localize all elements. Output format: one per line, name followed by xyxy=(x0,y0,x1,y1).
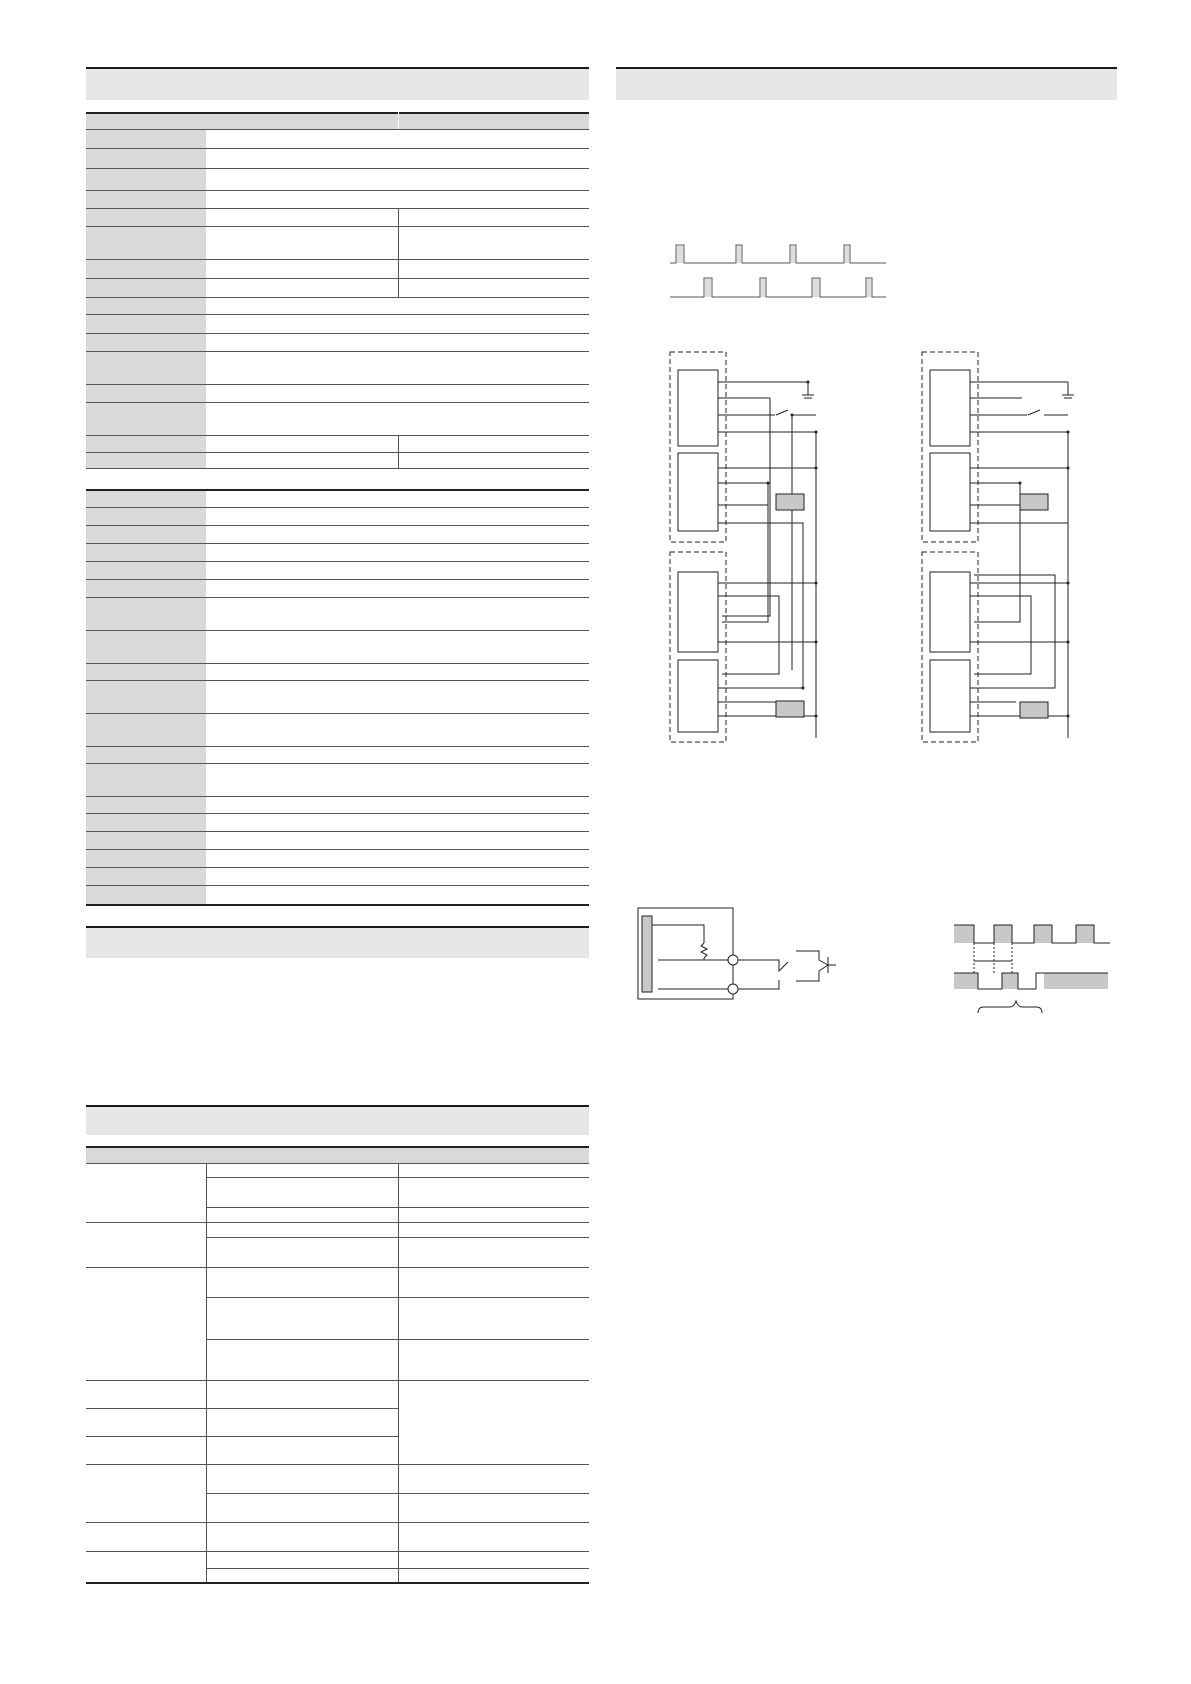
label-column xyxy=(86,491,206,906)
spec-table-2 xyxy=(86,489,589,906)
wiring-diagram-left xyxy=(668,350,828,750)
label-column xyxy=(86,129,206,468)
spec-table-1 xyxy=(86,112,589,468)
table-column-headers xyxy=(86,112,589,129)
section-header-specifications xyxy=(86,67,589,100)
input-circuit-diagram xyxy=(636,905,866,1005)
table-column-headers xyxy=(86,1146,589,1163)
pulse-timing-diagram xyxy=(660,235,890,305)
section-header-options xyxy=(86,1105,589,1135)
options-table xyxy=(86,1146,589,1584)
input-timing-diagram xyxy=(954,923,1114,1013)
section-header-connection xyxy=(616,67,1117,100)
section-header-wiring xyxy=(86,926,589,958)
wiring-diagram-right xyxy=(920,350,1080,750)
